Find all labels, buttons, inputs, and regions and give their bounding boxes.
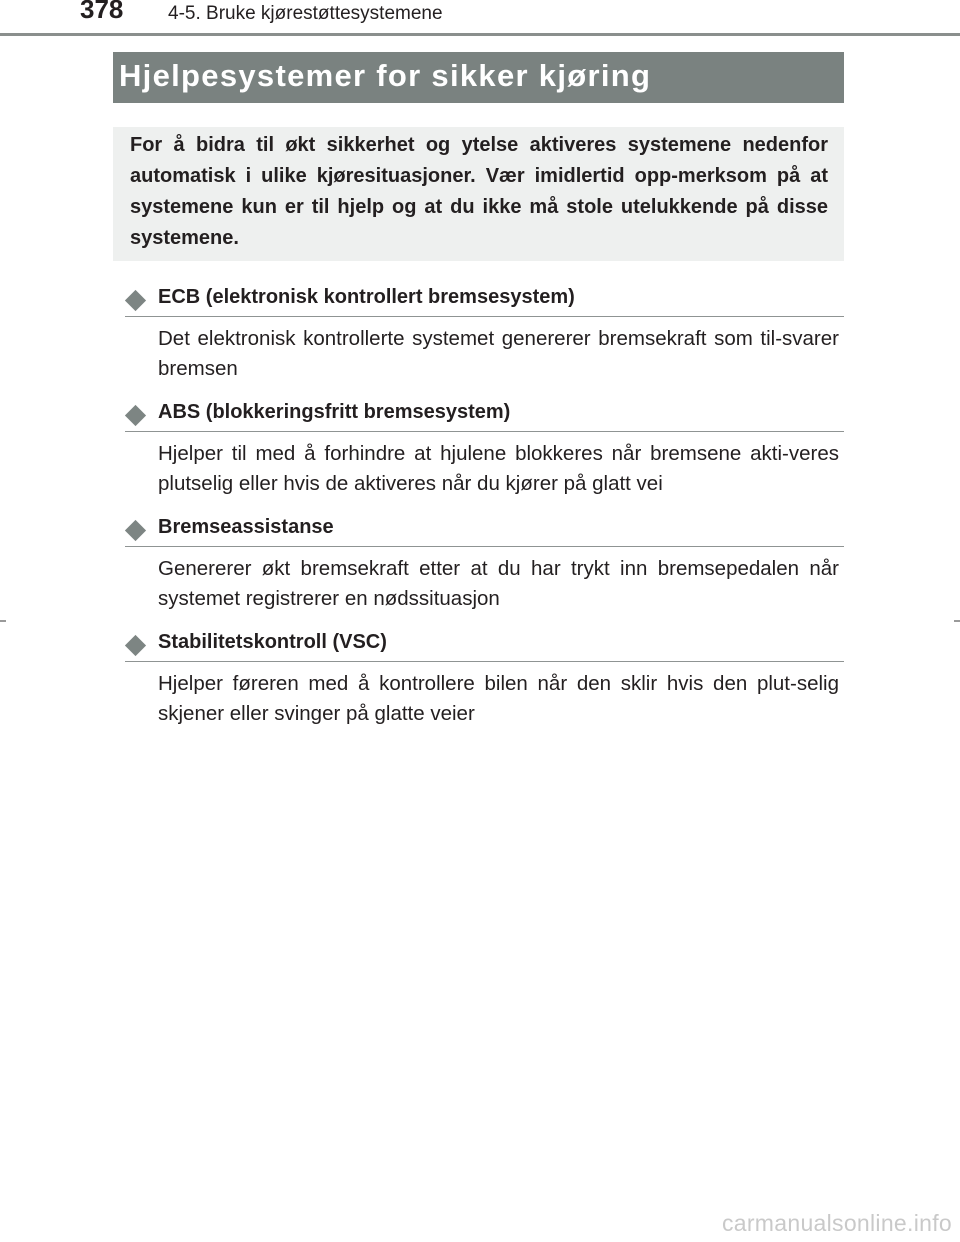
- diamond-icon: [125, 520, 146, 541]
- section-body: Hjelper føreren med å kontrollere bilen når den sklir hvis den plut-selig skjener eller svinger på glatte veier: [158, 672, 839, 725]
- crop-mark-right: [954, 620, 960, 622]
- section-title: ECB (elektronisk kontrollert bremsesystem): [158, 286, 575, 308]
- page-title: Hjelpesystemer for sikker kjøring: [119, 58, 652, 93]
- diamond-icon: [125, 290, 146, 311]
- crop-mark-left: [0, 620, 6, 622]
- section-heading: [125, 514, 844, 547]
- watermark: carmanualsonline.info: [721, 1210, 952, 1236]
- section-heading: [125, 399, 844, 432]
- page-number: 378: [80, 0, 124, 24]
- header-rule: [0, 33, 960, 36]
- section-title: Stabilitetskontroll (VSC): [158, 631, 387, 653]
- section-body: Hjelper til med å forhindre at hjulene blokkeres når bremsene akti-veres plutselig eller hvis de aktiveres når du kjører på glatt vei: [158, 442, 839, 495]
- intro-text: For å bidra til økt sikkerhet og ytelse aktiveres systemene nedenfor automatisk i ulike kjøresituasjoner. Vær imidlertid opp-merksom på at systemene kun er til hjelp og at du ikke må stole utelukkende på disse systemene.: [130, 134, 828, 249]
- diamond-icon: [125, 405, 146, 426]
- section-title: Bremseassistanse: [158, 516, 334, 538]
- section-body: Genererer økt bremsekraft etter at du har trykt inn bremsepedalen når systemet registrerer en nødssituasjon: [158, 557, 839, 610]
- section-heading: [125, 284, 844, 317]
- running-head: 4-5. Bruke kjørestøttesystemene: [168, 3, 443, 24]
- section-body: Det elektronisk kontrollerte systemet genererer bremsekraft som til-svarer bremsen: [158, 327, 839, 380]
- section-title: ABS (blokkeringsfritt bremsesystem): [158, 401, 511, 423]
- section-heading: [125, 629, 844, 662]
- section-title-bar: [113, 52, 844, 103]
- intro-box: [113, 127, 844, 261]
- diamond-icon: [125, 635, 146, 656]
